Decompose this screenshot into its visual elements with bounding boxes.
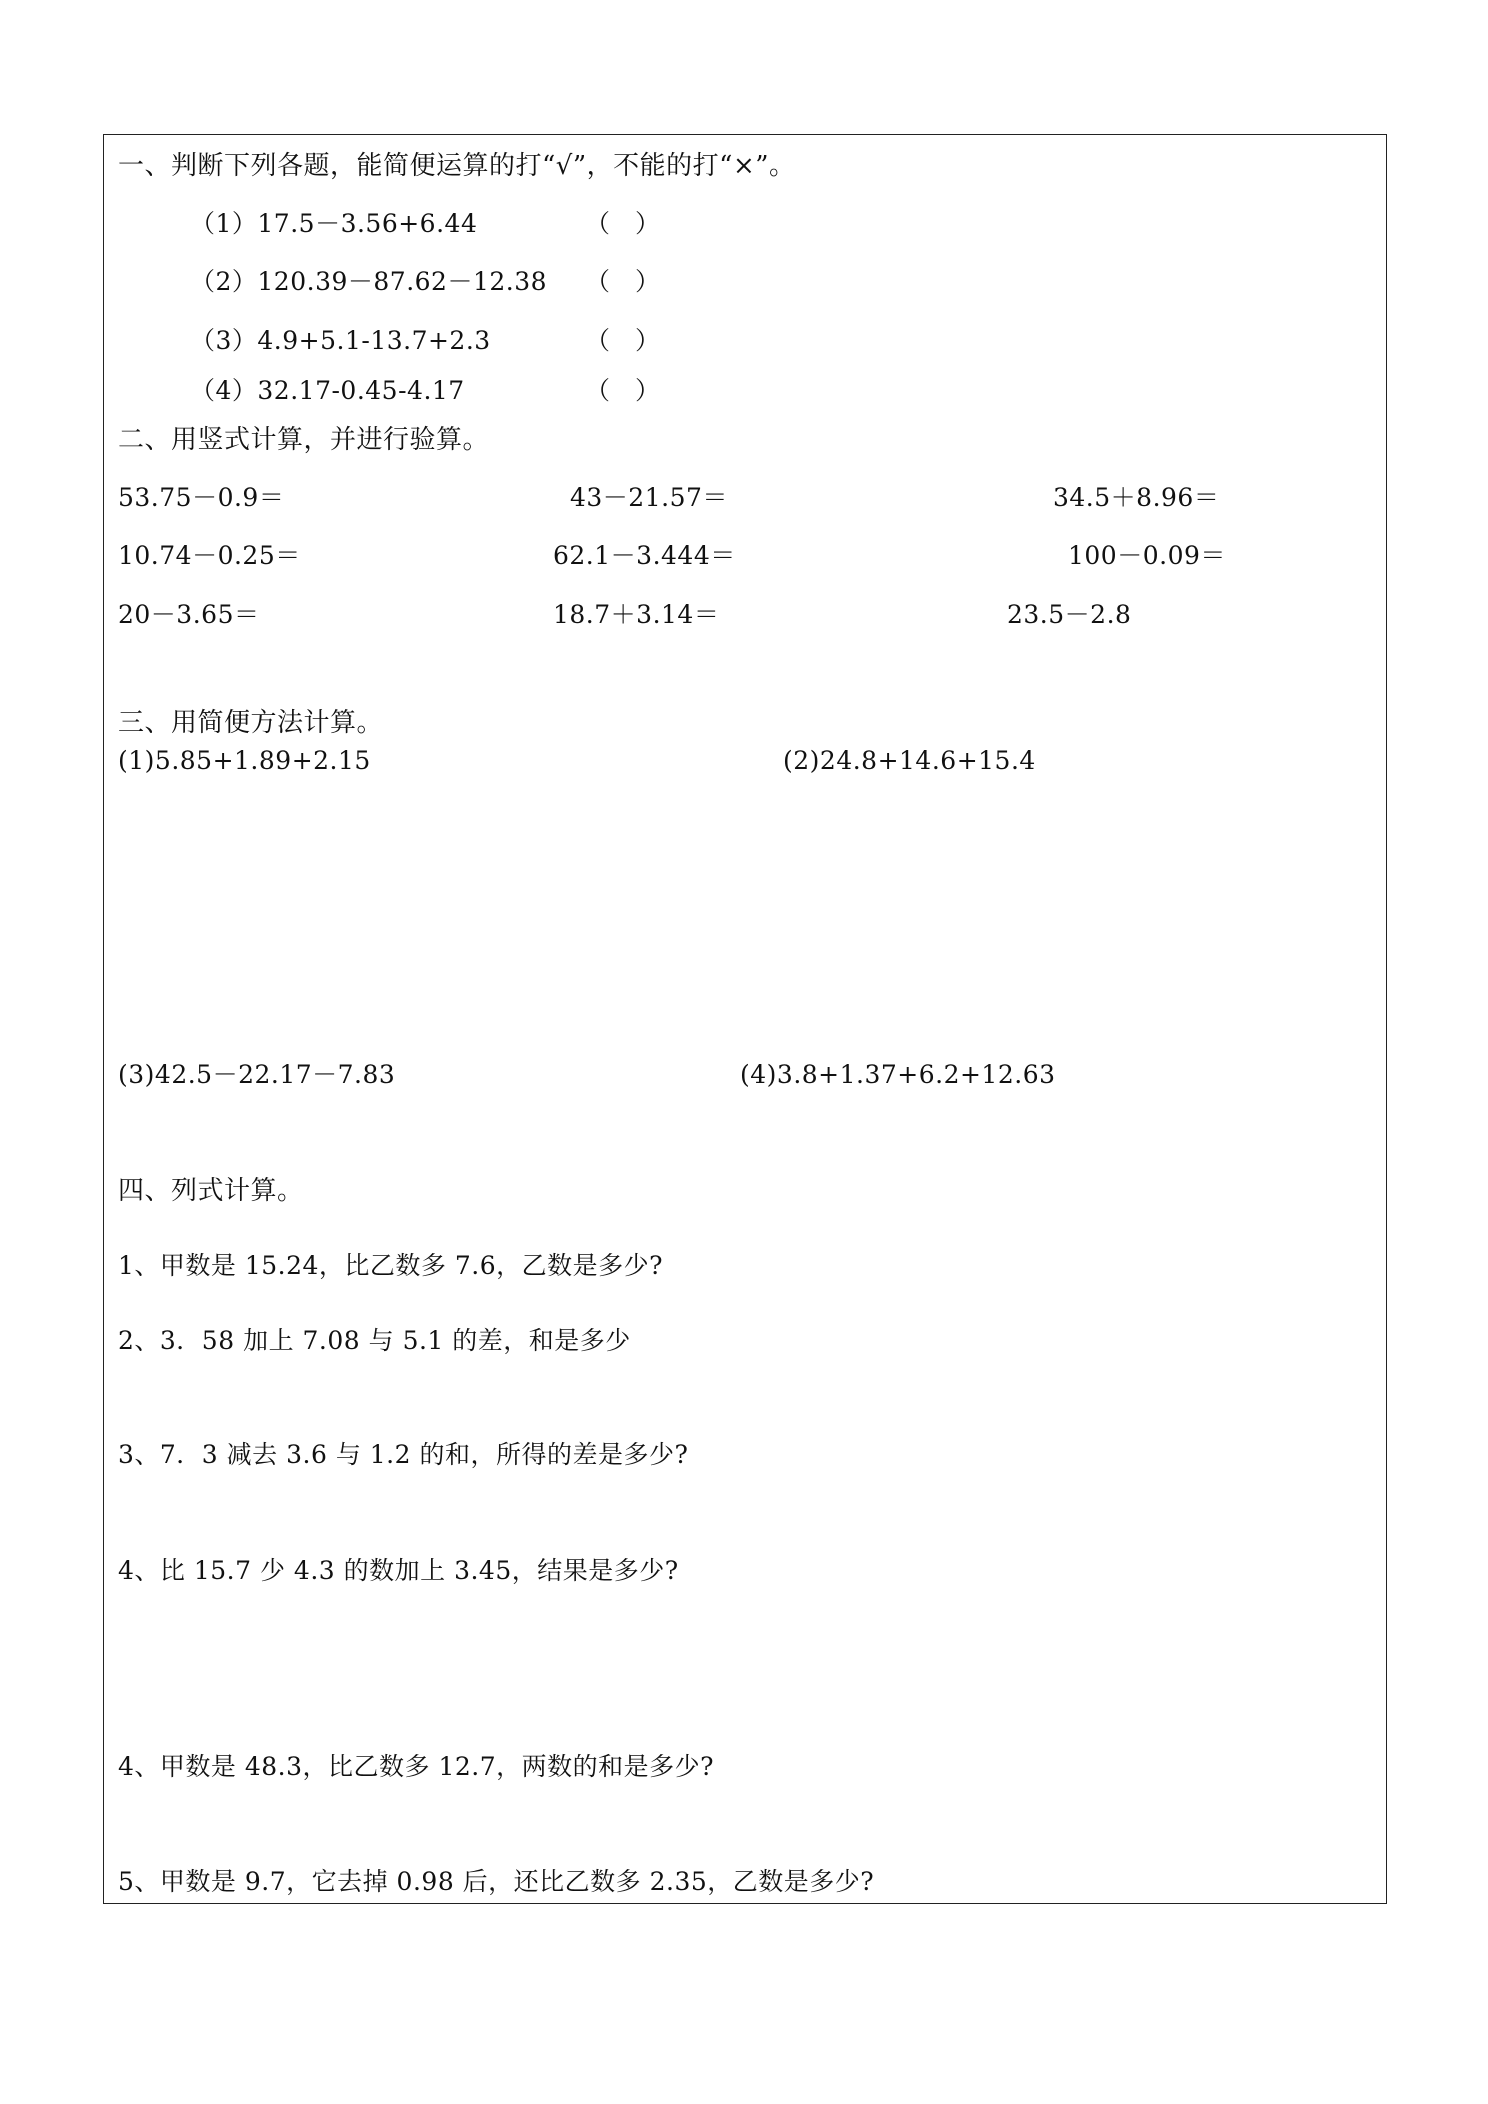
vertical-calc-3-2: 18.7＋3.14＝ (553, 600, 720, 629)
word-problem-5: 4、甲数是 48.3，比乙数多 12.7，两数的和是多少? (118, 1752, 715, 1781)
vertical-calc-3-1: 20－3.65＝ (118, 600, 260, 629)
section4-heading: 四、列式计算。 (118, 1176, 304, 1206)
vertical-calc-1-2: 43－21.57＝ (570, 483, 728, 512)
judge-answer-1[interactable]: （ ） (585, 209, 661, 238)
judge-answer-2[interactable]: （ ） (585, 267, 661, 296)
simplify-item-1: (1)5.85+1.89+2.15 (118, 746, 371, 775)
vertical-calc-2-2: 62.1－3.444＝ (553, 541, 736, 570)
simplify-item-4: (4)3.8+1.37+6.2+12.63 (740, 1060, 1056, 1089)
judge-item-4: （4）32.17-0.45-4.17 (190, 376, 465, 405)
judge-item-3: （3）4.9+5.1-13.7+2.3 (190, 326, 491, 355)
section1-heading: 一、判断下列各题，能简便运算的打“√”，不能的打“×”。 (118, 151, 796, 181)
vertical-calc-3-3: 23.5－2.8 (1007, 600, 1132, 629)
word-problem-6: 5、甲数是 9.7，它去掉 0.98 后，还比乙数多 2.35，乙数是多少? (118, 1867, 875, 1896)
vertical-calc-2-1: 10.74－0.25＝ (118, 541, 301, 570)
judge-item-2: （2）120.39－87.62－12.38 (190, 267, 548, 296)
vertical-calc-2-3: 100－0.09＝ (1068, 541, 1226, 570)
section3-heading: 三、用简便方法计算。 (118, 708, 384, 738)
judge-item-1: （1）17.5－3.56+6.44 (190, 209, 478, 238)
word-problem-3: 3、7．3 减去 3.6 与 1.2 的和，所得的差是多少? (118, 1440, 689, 1469)
word-problem-1: 1、甲数是 15.24，比乙数多 7.6，乙数是多少? (118, 1251, 664, 1280)
simplify-item-3: (3)42.5－22.17－7.83 (118, 1060, 396, 1089)
section2-heading: 二、用竖式计算，并进行验算。 (118, 425, 490, 455)
vertical-calc-1-1: 53.75－0.9＝ (118, 483, 285, 512)
word-problem-2: 2、3．58 加上 7.08 与 5.1 的差，和是多少 (118, 1326, 631, 1355)
word-problem-4: 4、比 15.7 少 4.3 的数加上 3.45，结果是多少? (118, 1556, 679, 1585)
judge-answer-4[interactable]: （ ） (585, 376, 661, 405)
vertical-calc-1-3: 34.5＋8.96＝ (1053, 483, 1220, 512)
simplify-item-2: (2)24.8+14.6+15.4 (783, 746, 1036, 775)
judge-answer-3[interactable]: （ ） (585, 326, 661, 355)
